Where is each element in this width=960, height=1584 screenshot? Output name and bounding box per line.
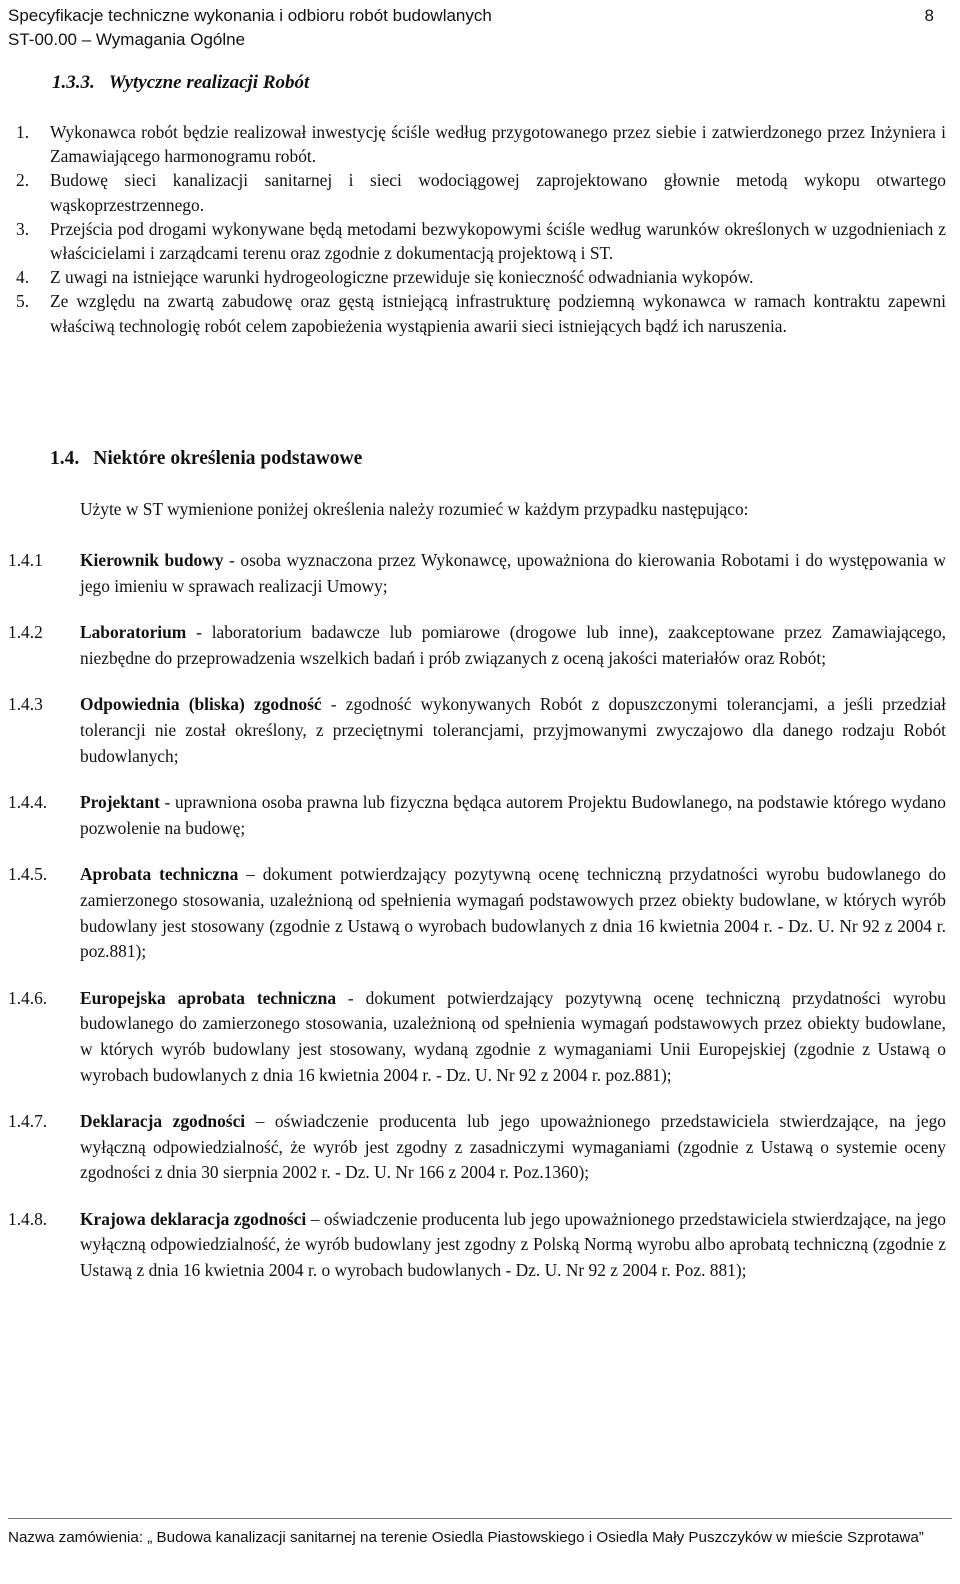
list-item-text: Wykonawca robót będzie realizował inwestycję ściśle według przygotowanego przez siebie i zatwierdzonego przez Inżyniera i Zamawiającego harmonogramu robót. [50,122,946,167]
guidelines-list [16,120,946,338]
definition-number: 1.4.2 [8,622,43,643]
list-item [16,168,946,216]
definition-item [8,620,946,671]
definition-term: Odpowiednia (bliska) zgodność [80,694,322,715]
definition-text: – oświadczenie producenta lub jego upoważnionego przedstawiciela stwierdzające, na jego wyłączną odpowiedzialność, że wyrób budowlany jest zgodny z Polską Normą wyrobu albo aprobatą techniczną (zgodnie z Ustawą z dnia 16 kwietnia 2004 r. o wyrobach budowlanych - Dz. U. Nr 92 z 2004 r. Poz. 881); [80,1208,947,1281]
definition-item [8,862,946,964]
definition-term: Laboratorium [80,622,187,643]
list-item-number: 5. [16,291,30,312]
definition-number: 1.4.4. [8,792,48,813]
definition-item [8,790,946,841]
definition-number: 1.4.7. [8,1111,48,1132]
definition-number: 1.4.8. [8,1208,48,1229]
definition-item [8,986,946,1088]
definition-item [8,692,946,769]
definitions-list [8,548,946,1305]
subsection-number: 1.3.3. [52,72,95,93]
header-title: Specyfikacje techniczne wykonania i odbioru robót budowlanych [8,6,492,25]
list-item-number: 4. [16,267,30,288]
list-item [16,265,946,289]
definition-text: - dokument potwierdzający pozytywną ocenę techniczną przydatności wyrobu budowlanego do zamierzonego stosowania, uzależnioną od spełnienia wymagań podstawowych przez obiekty budowlane, w których wyrób budowlany jest stosowany, wydaną zgodnie z wymaganiami Unii Europejskiej (zgodnie z Ustawą o wyrobach budowlanych z dnia 16 kwietnia 2004 r. - Dz. U. Nr 92 z 2004 r. poz.881); [80,987,946,1085]
definition-term: Krajowa deklaracja zgodności [80,1208,307,1229]
list-item-text: Przejścia pod drogami wykonywane będą metodami bezwykopowymi ściśle według warunków określonych w uzgodnieniach z właścicielami i zarządcami terenu oraz zgodnie z dokumentacją projektową i ST. [50,218,946,264]
definition-term: Deklaracja zgodności [80,1111,246,1132]
definition-item [8,1207,946,1284]
header-subtitle: ST-00.00 – Wymagania Ogólne [8,30,246,49]
definition-number: 1.4.1 [8,550,43,570]
definition-text: – oświadczenie producenta lub jego upoważnionego przedstawiciela stwierdzające, na jego wyłączną odpowiedzialność, że wyrób jest zgodny z zasadniczymi wymaganiami (zgodnie z Ustawą o systemie oceny zgodności z dnia 30 sierpnia 2002 r. - Dz. U. Nr 166 z 2004 r. Poz.1360); [80,1111,946,1183]
list-item [16,217,946,265]
section-intro: Użyte w ST wymienione poniżej określenia należy rozumieć w każdym przypadku następująco: [80,499,749,519]
list-item-number: 1. [16,122,30,142]
definition-term: Europejska aprobata techniczna [80,987,337,1008]
page-footer: Nazwa zamówienia: „ Budowa kanalizacji sanitarnej na terenie Osiedla Piastowskiego i Osiedla Mały Puszczyków w mieście Szprotawa” [8,1529,924,1546]
definition-text: - uprawniona osoba prawna lub fizyczna będąca autorem Projektu Budowlanego, na podstawie którego wydano pozwolenie na budowę; [80,792,946,838]
definition-term: Projektant [80,792,160,813]
definition-text: - osoba wyznaczona przez Wykonawcę, upoważniona do kierowania Robotami i do występowania w jego imieniu w sprawach realizacji Umowy; [80,550,946,596]
definition-number: 1.4.6. [8,987,48,1008]
section-heading [50,448,362,470]
list-item-number: 3. [16,218,30,239]
definition-text: - zgodność wykonywanych Robót z dopuszczonymi tolerancjami, a jeśli przedział tolerancji nie został określony, z przeciętnymi tolerancjami, przyjmowanymi zwyczajowo dla danego rodzaju Robót budowlanych; [80,694,946,766]
definition-term: Kierownik budowy [80,550,224,570]
definition-term: Aprobata techniczna [80,864,239,885]
footer-divider [8,1518,952,1519]
list-item-text: Ze względu na zwartą zabudowę oraz gęstą istniejącą infrastrukturę podziemną wykonawca w ramach kontraktu zapewni właściwą technologię robót celem zapobieżenia wystąpienia awarii sieci istniejących bądź ich naruszenia. [50,291,946,336]
subsection-title: Wytyczne realizacji Robót [108,72,310,93]
page-number: 8 [924,6,934,25]
list-item-text: Budowę sieci kanalizacji sanitarnej i sieci wodociągowej zaprojektowano głownie metodą wykopu otwartego wąskoprzestrzennego. [50,170,946,215]
list-item-text: Z uwagi na istniejące warunki hydrogeologiczne przewiduje się konieczność odwadniania wykopów. [50,267,754,288]
list-item-number: 2. [16,170,30,191]
definition-text: – dokument potwierdzający pozytywną ocenę techniczną przydatności wyrobu budowlanego do zamierzonego stosowania, uzależnioną od spełnienia wymagań podstawowych przez obiekty budowlane, w których wyrób budowlany jest stosowany (zgodnie z Ustawą o wyrobach budowlanych z dnia 16 kwietnia 2004 r. - Dz. U. Nr 92 z 2004 r. poz.881); [80,864,946,962]
list-item [16,289,946,337]
page-header [8,4,948,52]
definition-text: - laboratorium badawcze lub pomiarowe (drogowe lub inne), zaakceptowane przez Zamawiającego, niezbędne do przeprowadzenia wszelkich badań i prób związanych z oceną jakości materiałów oraz Robót; [80,622,946,668]
definition-item [8,548,946,599]
section-number: 1.4. [50,448,80,469]
definition-number: 1.4.3 [8,694,43,715]
subsection-heading [52,72,309,94]
section-title: Niektóre określenia podstawowe [93,448,363,469]
list-item [16,120,946,168]
definition-number: 1.4.5. [8,864,48,885]
definition-item [8,1109,946,1186]
